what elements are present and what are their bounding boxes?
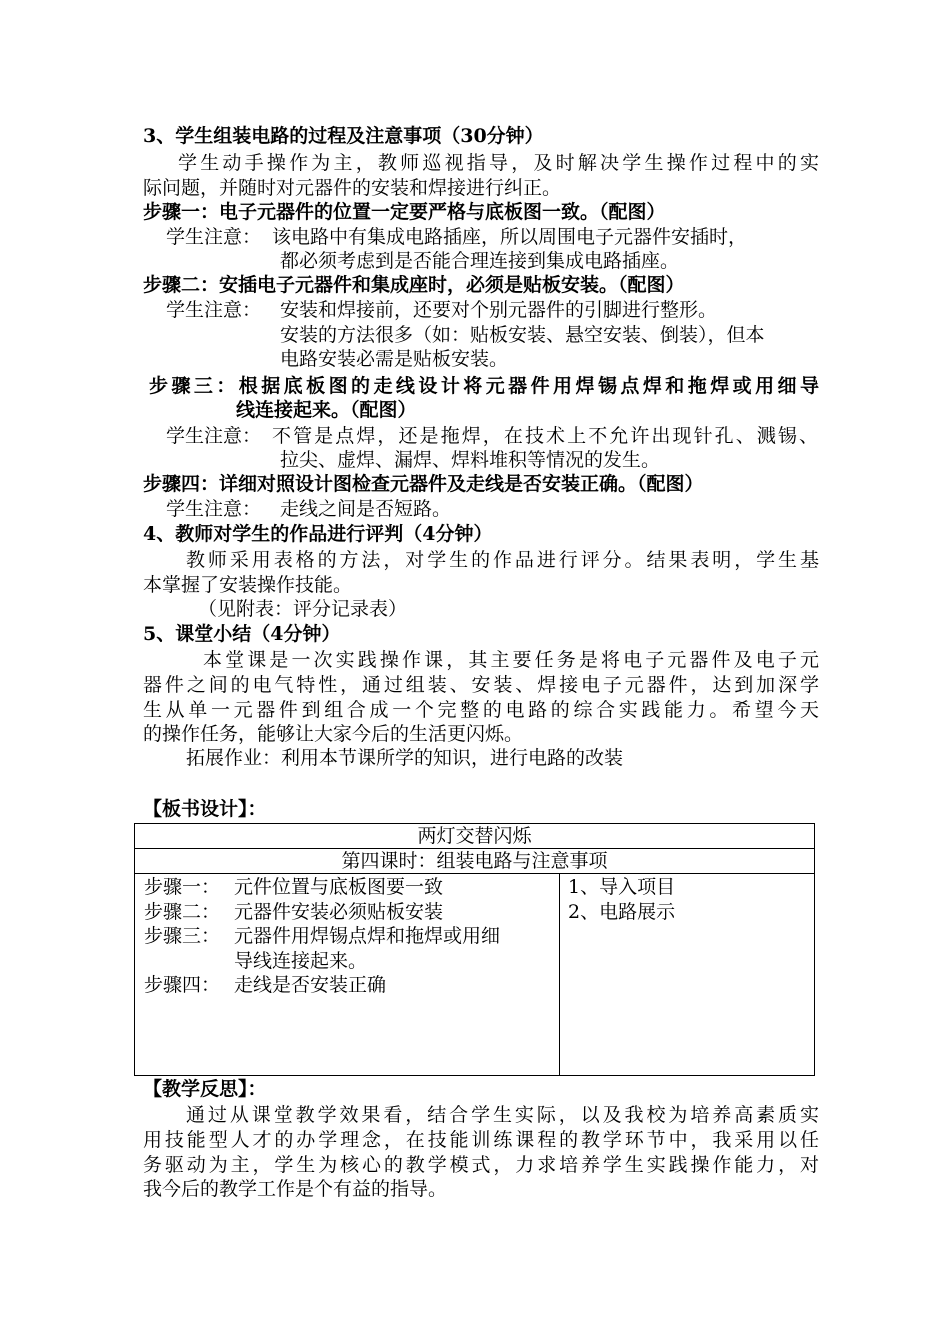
reflection-para-line: 务驱动为主，学生为核心的教学模式，力求培养学生实践操作能力，对 xyxy=(143,1154,819,1176)
step1-title: 步骤一：电子元器件的位置一定要严格与底板图一致。（配图） xyxy=(143,201,666,223)
step2-note-line: 安装的方法很多（如：贴板安装、悬空安装、倒装），但本 xyxy=(280,324,765,346)
step1-note-label: 学生注意： xyxy=(166,226,262,248)
section3-para-line: 际问题，并随时对元器件的安装和焊接进行纠正。 xyxy=(143,177,562,199)
board-subtitle: 第四课时：组装电路与注意事项 xyxy=(341,850,608,872)
section4-appendix-note: （见附表：评分记录表） xyxy=(198,598,408,620)
section5-para-line: 本堂课是一次实践操作课，其主要任务是将电子元器件及电子元 xyxy=(203,649,819,671)
board-step1-label: 步骤一： xyxy=(144,876,221,898)
reflection-para-line: 我今后的教学工作是个有益的指导。 xyxy=(143,1178,448,1200)
reflection-heading: 【教学反思】： xyxy=(143,1078,267,1100)
step4-note-line: 走线之间是否短路。 xyxy=(280,498,452,520)
board-step2-text: 元器件安装必须贴板安装 xyxy=(234,900,444,923)
step2-note-line: 安装和焊接前，还要对个别元器件的引脚进行整形。 xyxy=(280,299,718,321)
step3-note-label: 学生注意： xyxy=(166,425,262,447)
section3-heading: 3、学生组装电路的过程及注意事项（30分钟） xyxy=(143,125,544,147)
section4-para-line: 教师采用表格的方法，对学生的作品进行评分。结果表明，学生基 xyxy=(186,549,819,571)
reflection-para-line: 通过从课堂教学效果看，结合学生实际，以及我校为培养高素质实 xyxy=(186,1104,819,1126)
board-step3-label: 步骤三： xyxy=(144,925,221,947)
section5-heading: 5、课堂小结（4分钟） xyxy=(143,623,341,645)
step3-note-line: 拉尖、虚焊、漏焊、焊料堆积等情况的发生。 xyxy=(280,449,661,471)
board-item-2: 2、电路展示 xyxy=(568,900,676,923)
step2-note-label: 学生注意： xyxy=(166,299,262,321)
step4-note-label: 学生注意： xyxy=(166,498,262,520)
step1-note-line: 该电路中有集成电路插座，所以周围电子元器件安插时， xyxy=(272,226,748,248)
board-column-divider xyxy=(559,873,560,1075)
step2-title: 步骤二：安插电子元器件和集成座时，必须是贴板安装。（配图） xyxy=(143,274,685,296)
board-step1-text: 元件位置与底板图要一致 xyxy=(234,876,444,898)
section4-para-line: 本掌握了安装操作技能。 xyxy=(143,574,353,596)
board-step3-text: 导线连接起来。 xyxy=(234,949,368,972)
board-heading: 【板书设计】： xyxy=(143,798,267,820)
step1-note-line: 都必须考虑到是否能合理连接到集成电路插座。 xyxy=(280,250,680,272)
step3-note-line: 不管是点焊，还是拖焊，在技术上不允许出现针孔、溅锡、 xyxy=(272,425,818,447)
board-item-1: 1、导入项目 xyxy=(568,876,676,898)
board-divider xyxy=(135,873,814,874)
step2-note-line: 电路安装必需是贴板安装。 xyxy=(280,348,509,370)
reflection-para-line: 用技能型人才的办学理念，在技能训练课程的教学环节中，我采用以任 xyxy=(143,1129,819,1151)
step4-title: 步骤四：详细对照设计图检查元器件及走线是否安装正确。（配图） xyxy=(143,473,704,495)
step3-title-line: 步骤三：根据底板图的走线设计将元器件用焊锡点焊和拖焊或用细导 xyxy=(149,375,819,397)
section5-para-line: 的操作任务，能够让大家今后的生活更闪烁。 xyxy=(143,723,524,745)
section5-homework: 拓展作业：利用本节课所学的知识，进行电路的改装 xyxy=(186,747,624,769)
board-step4-label: 步骤四： xyxy=(144,974,221,996)
section5-para-line: 生从单一元器件到组合成一个完整的电路的综合实践能力。希望今天 xyxy=(143,699,819,721)
board-table xyxy=(134,823,815,1076)
section5-para-line: 器件之间的电气特性，通过组装、安装、焊接电子元器件，达到加深学 xyxy=(143,674,819,696)
board-step2-label: 步骤二： xyxy=(144,900,221,923)
board-step4-text: 走线是否安装正确 xyxy=(234,974,387,996)
step3-title-line: 线连接起来。（配图） xyxy=(236,399,417,421)
board-title: 两灯交替闪烁 xyxy=(417,825,532,847)
board-step3-text: 元器件用焊锡点焊和拖焊或用细 xyxy=(234,925,501,947)
section4-heading: 4、教师对学生的作品进行评判（4分钟） xyxy=(143,523,493,545)
section3-para-line: 学生动手操作为主，教师巡视指导，及时解决学生操作过程中的实 xyxy=(178,152,819,174)
